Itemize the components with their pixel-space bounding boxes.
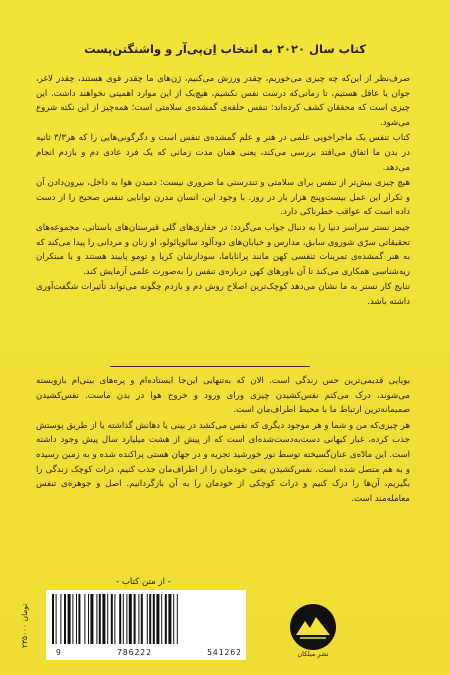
excerpt-source: - از متن کتاب -	[116, 577, 171, 587]
barcode-icon	[48, 594, 244, 648]
isbn-digit-group: 541262	[207, 648, 242, 657]
barcode-area	[8, 586, 272, 668]
description-paragraph: هیچ چیزی بیش‌تر از تنفس برای سلامتی و تندرستی ما ضروری نیست: دمیدن هوا به داخل، بیرون‌دادن آن و تکرار این عمل بیست‌وپنج هزار بار در روز. با وجود این، انسان مدرن توانایی تنفس صحیح را از دست داده است که عواقب خطرناکی دارد.	[36, 178, 410, 218]
publisher-name: نشر میلکان	[297, 650, 329, 658]
isbn-digit-group: 9	[56, 648, 62, 657]
description-paragraph: صرف‌نظر از این‌که چه چیزی می‌خوریم، چقدر ورزش می‌کنیم، ژن‌های ما چقدر قوی هستند، چقدر لاغر، جوان یا عاقل هستیم، تا زمانی‌که درست نفس نکشیم، هیچ‌یک از این موارد اهمیتی نخواهند داشت. این چیزی است که محققان کشف کرده‌اند: تنفس حلقه‌ی گمشده‌ی سلامتی است؛ همه‌چیز از این نکته شروع می‌شود.	[36, 74, 410, 128]
description-paragraph: نتایج کار نستر به ما نشان می‌دهد کوچک‌ترین اصلاح روش دم و بازدم چگونه می‌تواند تأثیرات شگفت‌آوری داشته باشد.	[36, 282, 410, 307]
book-description	[36, 72, 410, 311]
publisher-logo-icon	[288, 602, 338, 652]
description-paragraph: جیمز نستر سراسر دنیا را به دنبال جواب می‌گردد: در حفاری‌های گلی قبرستان‌های باستانی، مجموعه‌های تحقیقاتی سرّی شوروی سابق، مدارس و خیابان‌های دودآلود سائوپائولو، او زنان و مردانی را پیدا می‌کند که به هنر گمشده‌ی تمرینات تنفسی کهن مانند پرانایاما، سودارشان کریا و تومو پایبند هستند و با مبتکران ریه‌شناسی همکاری می‌کند تا آن باورهای کهن درباره‌ی تنفس را به‌صورت علمی آزمایش کند.	[36, 222, 410, 277]
book-excerpt	[36, 374, 410, 507]
excerpt-paragraph: بویایی قدیمی‌ترین حس زندگی است. الان که به‌تنهایی این‌جا ایستاده‌ام و پره‌های بینی‌ام بازوبسته می‌شوند، درک می‌کنم نفس‌کشیدن چیزی ورای ورود و خروج هوا در بدن ماست. نفس‌کشیدن صمیمانه‌ترین ارتباط ما با محیط اطراف‌مان است.	[36, 376, 410, 416]
award-headline: کتاب سال ۲۰۲۰ به انتخاب اِن‌پی‌آر و واشنگتن‌پست	[84, 42, 366, 56]
isbn-number	[56, 648, 242, 657]
isbn-digit-group: 786222	[117, 648, 152, 657]
excerpt-paragraph: هر چیزی‌که من و شما و هر موجود دیگری که نفس می‌کشد در بینی یا دهانش گذاشته یا از طریق پوستش جذب کرده، غبار کیهانی دست‌به‌دست‌شده‌ای است که از پیش از هشت میلیارد سال پیش وجود داشته است. این مادّه‌ی عنان‌گسیخته توسط نور خورشید تجزیه و در جهان هستی پراکنده شده و به زمین رسیده و به هم متصل شده است. نفس‌کشیدن یعنی خودمان را از اطراف‌مان جذب کنیم، ذرات کوچک زندگی را بگیریم، آن‌ها را درک کنیم و ذرات کوچکی از خودمان را به آن بازگردانیم. اصل و جوهره‌ی تنفس معامله‌مند است.	[36, 420, 410, 504]
section-divider	[110, 366, 310, 367]
description-paragraph: کتاب تنفس یک ماجراجویی علمی در هنر و علم گمشده‌ی تنفس است و دگرگونی‌هایی را که هر۳/۳ ثانیه در بدن ما اتفاق می‌افتد بررسی می‌کند، یعنی همان مدت زمانی که یک فرد عادی دم و بازدم انجام می‌دهد.	[36, 133, 410, 173]
price-label: ۲۳۵۰۰۰ تومان	[20, 603, 29, 649]
